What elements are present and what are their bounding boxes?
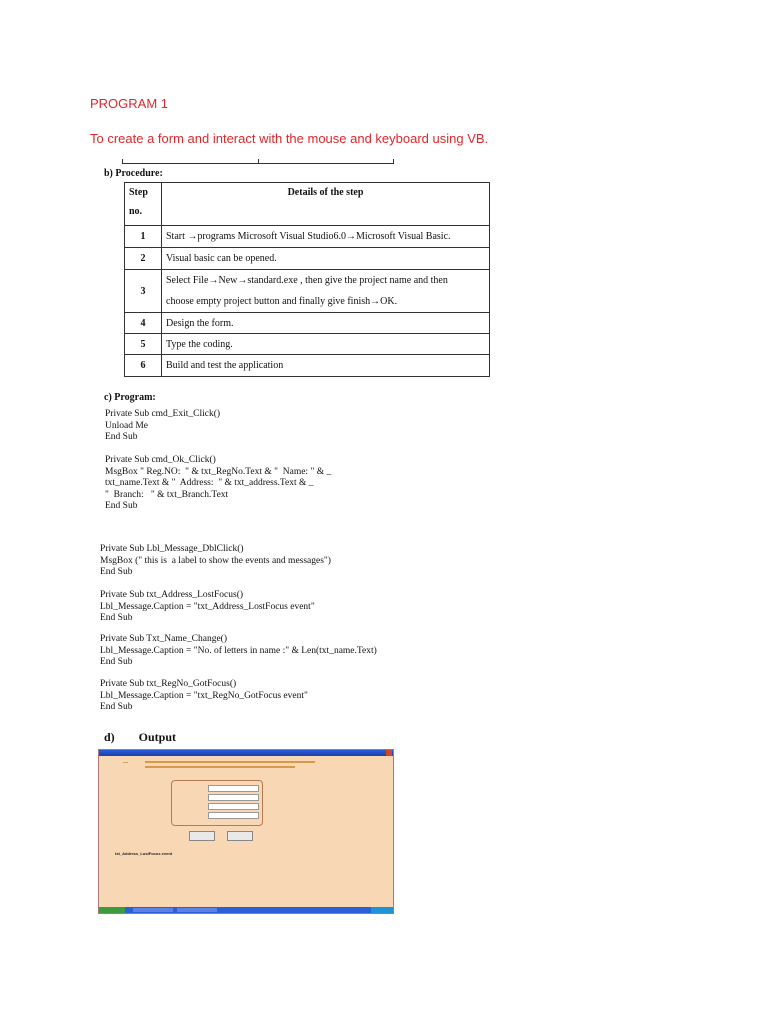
code-block: Private Sub Txt_Name_Change() Lbl_Message.Caption = "No. of letters in name :" & Len(txt_name.Text) End Sub (100, 634, 377, 668)
step-text: Select File→New→standard.exe , then give the project name and then choose empty project button and finally give finish→OK. (162, 270, 490, 313)
procedure-table (124, 182, 490, 377)
table-row (125, 313, 490, 334)
branch-field[interactable] (208, 812, 259, 819)
output-label-prefix: d) (104, 730, 115, 744)
input-group-box (171, 780, 263, 826)
step-text: Design the form. (162, 313, 490, 334)
table-row (125, 355, 490, 377)
step-number: 1 (125, 226, 162, 248)
taskbar (99, 907, 393, 913)
procedure-label: b) Procedure: (104, 168, 163, 179)
form-row (178, 794, 258, 800)
output-screenshot (98, 749, 394, 914)
exit-button[interactable] (227, 831, 253, 841)
header-step-no: Step no. (125, 183, 162, 226)
step-number: 2 (125, 248, 162, 270)
rule-tick (258, 159, 259, 164)
code-block: Private Sub txt_Address_LostFocus() Lbl_Message.Caption = "txt_Address_LostFocus event" End Sub (100, 590, 315, 624)
code-block: Private Sub cmd_Exit_Click() Unload Me End Sub (105, 409, 221, 443)
form-row (178, 812, 258, 818)
taskbar-item[interactable] (177, 908, 217, 912)
step-number: 6 (125, 355, 162, 377)
name-field[interactable] (208, 794, 259, 801)
window-titlebar (99, 750, 393, 756)
program-title: PROGRAM 1 (90, 96, 169, 111)
table-row (125, 226, 490, 248)
code-block: Private Sub txt_RegNo_GotFocus() Lbl_Message.Caption = "txt_RegNo_GotFocus event" End Sub (100, 679, 308, 713)
step-text: Type the coding. (162, 334, 490, 355)
step-text: Build and test the application (162, 355, 490, 377)
message-label: txt_Address_LostFocus event (115, 851, 173, 856)
start-button[interactable] (99, 907, 125, 913)
table-row (125, 270, 490, 313)
ok-button[interactable] (189, 831, 215, 841)
aim-text: To create a form and interact with the mouse and keyboard using VB. (90, 131, 489, 146)
program-label: c) Program: (104, 392, 156, 403)
table-header-row (125, 183, 490, 226)
close-icon (386, 750, 392, 756)
rule-tick (122, 159, 123, 164)
output-label (104, 730, 176, 745)
table-row (125, 248, 490, 270)
step-number: 4 (125, 313, 162, 334)
output-label-text: Output (138, 730, 177, 744)
rule-tick (393, 159, 394, 164)
code-block: Private Sub cmd_Ok_Click() MsgBox " Reg.NO: " & txt_RegNo.Text & " Name: " & _ txt_name.Text & " Address: " & txt_address.Text & _ " Branch: " & txt_Branch.Text End Sub (105, 455, 332, 512)
code-block: Private Sub Lbl_Message_DblClick() MsgBox (" this is a label to show the events and messages") End Sub (100, 544, 331, 578)
step-text: Visual basic can be opened. (162, 248, 490, 270)
step-text: Start →programs Microsoft Visual Studio6.0→Microsoft Visual Basic. (162, 226, 490, 248)
taskbar-item[interactable] (133, 908, 173, 912)
form-row (178, 785, 258, 791)
address-field[interactable] (208, 803, 259, 810)
header-details: Details of the step (162, 183, 490, 226)
regno-field[interactable] (208, 785, 259, 792)
aim-caption-lines (145, 759, 325, 768)
system-tray (371, 907, 393, 913)
form-row (178, 803, 258, 809)
step-number: 5 (125, 334, 162, 355)
aim-caption: — (123, 760, 128, 766)
step-number: 3 (125, 270, 162, 313)
table-row (125, 334, 490, 355)
